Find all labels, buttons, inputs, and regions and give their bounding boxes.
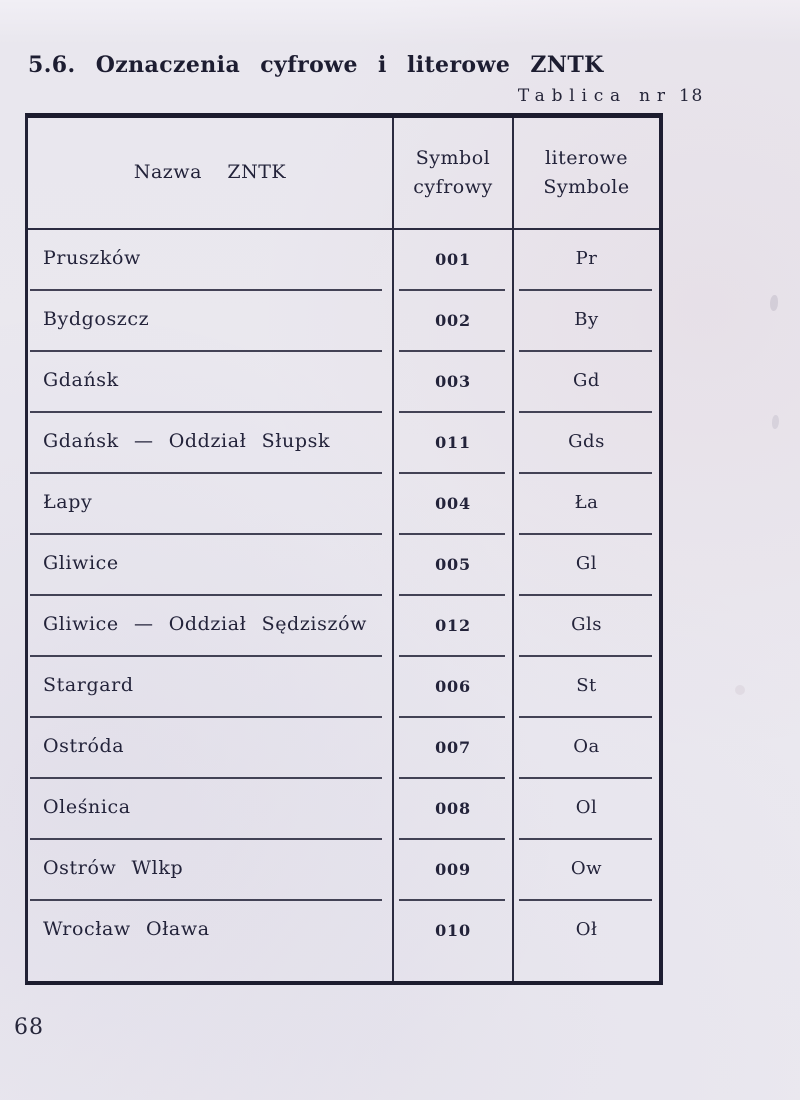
numeric-symbol-cell: 009 <box>392 840 512 901</box>
zntk-name-cell: Ostrów Wlkp <box>28 840 392 901</box>
numeric-symbol-cell: 010 <box>392 901 512 981</box>
zntk-name-cell: Stargard <box>28 657 392 718</box>
letter-symbol-cell: St <box>512 657 659 718</box>
table-caption <box>518 86 704 106</box>
table-body <box>28 230 659 981</box>
numeric-symbol-cell: 005 <box>392 535 512 596</box>
scan-speck <box>735 685 745 695</box>
letter-symbol-cell: Ol <box>512 779 659 840</box>
zntk-name-cell: Wrocław Oława <box>43 918 210 940</box>
table-row <box>28 718 659 779</box>
numeric-symbol-cell: 011 <box>392 413 512 474</box>
zntk-codes-table <box>25 113 663 985</box>
numeric-symbol-cell: 008 <box>392 779 512 840</box>
zntk-name-cell: Gdańsk <box>28 352 392 413</box>
numeric-symbol-cell: 007 <box>392 718 512 779</box>
zntk-name-cell: Gliwice — Oddział Sędziszów <box>28 596 392 657</box>
table-row <box>28 779 659 840</box>
zntk-name-cell: Łapy <box>28 474 392 535</box>
table-row <box>28 535 659 596</box>
table-row <box>28 474 659 535</box>
zntk-name-cell: Gliwice <box>28 535 392 596</box>
letter-symbol-cell: Pr <box>512 230 659 291</box>
numeric-symbol-cell: 002 <box>392 291 512 352</box>
scan-speck <box>770 295 778 311</box>
numeric-symbol-cell: 003 <box>392 352 512 413</box>
header-cell-numeric-symbol: Symbol cyfrowy <box>392 118 512 228</box>
table-row <box>28 291 659 352</box>
header-cell-letter-symbol: literowe Symbole <box>512 118 659 228</box>
table-row <box>28 596 659 657</box>
letter-symbol-cell: By <box>512 291 659 352</box>
letter-symbol-cell: Ow <box>512 840 659 901</box>
zntk-name-cell: Bydgoszcz <box>28 291 392 352</box>
letter-symbol-cell: Gd <box>512 352 659 413</box>
table-row <box>28 657 659 718</box>
numeric-symbol-cell: 006 <box>392 657 512 718</box>
letter-symbol-cell: Oł <box>512 901 659 981</box>
numeric-symbol-cell: 012 <box>392 596 512 657</box>
table-row <box>28 840 659 901</box>
table-caption-label: Tablica nr <box>517 86 672 106</box>
header-cell-name: Nazwa ZNTK <box>133 161 287 184</box>
table-row <box>28 413 659 474</box>
zntk-name-cell: Ostróda <box>28 718 392 779</box>
letter-symbol-cell: Gls <box>512 596 659 657</box>
letter-symbol-cell: Ła <box>512 474 659 535</box>
table-row <box>28 230 659 291</box>
zntk-name-cell: Oleśnica <box>28 779 392 840</box>
numeric-symbol-cell: 001 <box>392 230 512 291</box>
zntk-name-cell: Pruszków <box>28 230 392 291</box>
table-header-row <box>28 118 659 230</box>
letter-symbol-cell: Gl <box>512 535 659 596</box>
scan-speck <box>772 415 779 429</box>
page-number: 68 <box>14 1015 44 1040</box>
zntk-name-cell: Gdańsk — Oddział Słupsk <box>28 413 392 474</box>
table-row <box>28 901 659 981</box>
letter-symbol-cell: Gds <box>512 413 659 474</box>
numeric-symbol-cell: 004 <box>392 474 512 535</box>
letter-symbol-cell: Oa <box>512 718 659 779</box>
table-row <box>28 352 659 413</box>
table-caption-number: 18 <box>678 86 704 106</box>
page-title: 5.6. Oznaczenia cyfrowe i literowe ZNTK <box>28 52 604 78</box>
